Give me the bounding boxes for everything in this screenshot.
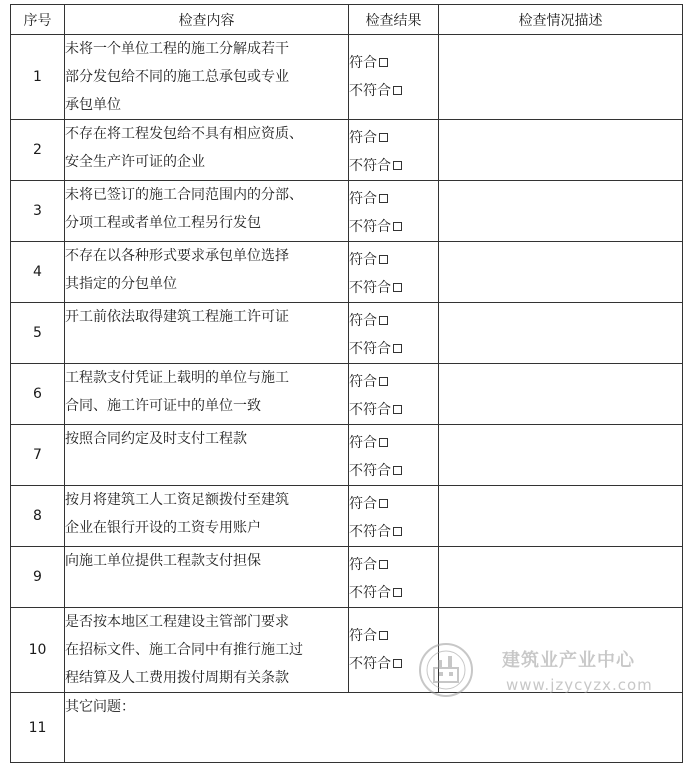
check-content <box>65 181 349 242</box>
option-conform[interactable] <box>349 368 438 396</box>
checkbox-icon[interactable] <box>379 316 388 325</box>
check-result <box>349 120 439 181</box>
table-row <box>11 181 683 242</box>
content-line: 按照合同约定及时支付工程款 <box>65 431 247 447</box>
result-options <box>349 364 438 424</box>
checkbox-icon[interactable] <box>379 133 388 142</box>
header-content: 检查内容 <box>65 5 349 35</box>
option-conform-label: 符合 <box>349 496 377 512</box>
option-conform[interactable] <box>349 185 438 213</box>
option-conform[interactable] <box>349 622 438 650</box>
content-line: 向施工单位提供工程款支付担保 <box>65 553 261 569</box>
result-options <box>349 303 438 363</box>
checkbox-icon[interactable] <box>379 560 388 569</box>
watermark-url: www.jzycyzx.com <box>506 676 653 694</box>
description-cell[interactable] <box>439 364 683 425</box>
option-nonconform[interactable] <box>349 213 438 241</box>
option-conform[interactable] <box>349 429 438 457</box>
check-result <box>349 35 439 120</box>
checkbox-icon[interactable] <box>393 222 402 231</box>
option-conform-label: 符合 <box>349 557 377 573</box>
option-nonconform[interactable] <box>349 274 438 302</box>
table-row <box>11 425 683 486</box>
check-result <box>349 547 439 608</box>
checkbox-icon[interactable] <box>393 659 402 668</box>
option-conform-label: 符合 <box>349 313 377 329</box>
result-options <box>349 242 438 302</box>
checkbox-icon[interactable] <box>393 466 402 475</box>
row-number: 7 <box>11 425 65 486</box>
row-number: 4 <box>11 242 65 303</box>
option-nonconform-label: 不符合 <box>349 463 391 479</box>
check-content <box>65 120 349 181</box>
row-number: 8 <box>11 486 65 547</box>
inspection-table <box>10 4 683 763</box>
check-content <box>65 242 349 303</box>
check-result <box>349 364 439 425</box>
content-line: 合同、施工许可证中的单位一致 <box>65 398 261 414</box>
table-row <box>11 35 683 120</box>
check-content <box>65 425 349 486</box>
header-no: 序号 <box>11 5 65 35</box>
option-conform[interactable] <box>349 124 438 152</box>
content-line: 其指定的分包单位 <box>65 276 177 292</box>
content-line: 是否按本地区工程建设主管部门要求 <box>65 614 289 630</box>
option-nonconform[interactable] <box>349 152 438 180</box>
checkbox-icon[interactable] <box>379 631 388 640</box>
row-number: 2 <box>11 120 65 181</box>
table-row <box>11 486 683 547</box>
description-cell[interactable] <box>439 425 683 486</box>
result-options <box>349 486 438 546</box>
check-content <box>65 35 349 120</box>
table-row <box>11 120 683 181</box>
option-nonconform[interactable] <box>349 518 438 546</box>
other-issues-label: 其它问题： <box>65 699 135 715</box>
description-cell[interactable] <box>439 35 683 120</box>
checkbox-icon[interactable] <box>379 438 388 447</box>
option-nonconform-label: 不符合 <box>349 280 391 296</box>
table-header-row <box>11 5 683 35</box>
content-line: 未将一个单位工程的施工分解成若干 <box>65 41 289 57</box>
result-options <box>349 425 438 485</box>
check-content <box>65 608 349 693</box>
check-result <box>349 181 439 242</box>
row-number: 3 <box>11 181 65 242</box>
option-nonconform[interactable] <box>349 77 438 105</box>
content-line: 不存在将工程发包给不具有相应资质、 <box>65 126 303 142</box>
option-conform-label: 符合 <box>349 55 377 71</box>
check-result <box>349 425 439 486</box>
check-content <box>65 303 349 364</box>
header-result: 检查结果 <box>349 5 439 35</box>
row-number: 1 <box>11 35 65 120</box>
option-conform-label: 符合 <box>349 374 377 390</box>
checkbox-icon[interactable] <box>379 255 388 264</box>
check-content <box>65 486 349 547</box>
result-options <box>349 120 438 180</box>
option-nonconform-label: 不符合 <box>349 83 391 99</box>
checkbox-icon[interactable] <box>393 405 402 414</box>
option-conform[interactable] <box>349 246 438 274</box>
table-row <box>11 303 683 364</box>
option-conform-label: 符合 <box>349 435 377 451</box>
content-line: 程结算及人工费用拨付周期有关条款 <box>65 670 289 686</box>
description-cell[interactable] <box>439 303 683 364</box>
content-line: 承包单位 <box>65 97 121 113</box>
description-cell[interactable] <box>439 242 683 303</box>
other-issues-cell[interactable] <box>65 693 683 763</box>
check-content <box>65 547 349 608</box>
checkbox-icon[interactable] <box>393 527 402 536</box>
content-line: 按月将建筑工人工资足额拨付至建筑 <box>65 492 289 508</box>
check-result <box>349 303 439 364</box>
description-cell[interactable] <box>439 120 683 181</box>
option-nonconform[interactable] <box>349 579 438 607</box>
option-conform[interactable] <box>349 490 438 518</box>
checkbox-icon[interactable] <box>379 58 388 67</box>
option-nonconform-label: 不符合 <box>349 158 391 174</box>
check-result <box>349 242 439 303</box>
row-number: 6 <box>11 364 65 425</box>
option-nonconform-label: 不符合 <box>349 341 391 357</box>
table-row <box>11 693 683 763</box>
result-options <box>349 181 438 241</box>
content-line: 企业在银行开设的工资专用账户 <box>65 520 261 536</box>
table-row <box>11 242 683 303</box>
option-nonconform-label: 不符合 <box>349 524 391 540</box>
option-nonconform[interactable] <box>349 650 438 678</box>
checkbox-icon[interactable] <box>379 194 388 203</box>
content-line: 不存在以各种形式要求承包单位选择 <box>65 248 289 264</box>
option-nonconform-label: 不符合 <box>349 402 391 418</box>
content-line: 未将已签订的施工合同范围内的分部、 <box>65 187 303 203</box>
option-conform[interactable] <box>349 49 438 77</box>
description-cell[interactable] <box>439 486 683 547</box>
checkbox-icon[interactable] <box>379 377 388 386</box>
content-line: 工程款支付凭证上载明的单位与施工 <box>65 370 289 386</box>
result-options <box>349 49 438 105</box>
checkbox-icon[interactable] <box>379 499 388 508</box>
row-number: 10 <box>11 608 65 693</box>
checkbox-icon[interactable] <box>393 86 402 95</box>
row-number: 9 <box>11 547 65 608</box>
content-line: 分项工程或者单位工程另行发包 <box>65 215 261 231</box>
check-content <box>65 364 349 425</box>
option-nonconform-label: 不符合 <box>349 656 391 672</box>
table-row <box>11 547 683 608</box>
option-nonconform-label: 不符合 <box>349 585 391 601</box>
result-options <box>349 622 438 678</box>
watermark-title: 建筑业产业中心 <box>502 650 635 671</box>
description-cell[interactable] <box>439 608 683 693</box>
checkbox-icon[interactable] <box>393 161 402 170</box>
content-line: 在招标文件、施工合同中有推行施工过 <box>65 642 303 658</box>
option-conform-label: 符合 <box>349 252 377 268</box>
option-conform-label: 符合 <box>349 191 377 207</box>
result-options <box>349 547 438 607</box>
description-cell[interactable] <box>439 181 683 242</box>
table-row <box>11 608 683 693</box>
option-conform[interactable] <box>349 551 438 579</box>
option-nonconform[interactable] <box>349 457 438 485</box>
checkbox-icon[interactable] <box>393 588 402 597</box>
checkbox-icon[interactable] <box>393 283 402 292</box>
table-row <box>11 364 683 425</box>
option-nonconform[interactable] <box>349 396 438 424</box>
check-result <box>349 608 439 693</box>
content-line: 安全生产许可证的企业 <box>65 154 205 170</box>
checkbox-icon[interactable] <box>393 344 402 353</box>
header-description: 检查情况描述 <box>439 5 683 35</box>
row-number: 5 <box>11 303 65 364</box>
option-nonconform-label: 不符合 <box>349 219 391 235</box>
option-conform[interactable] <box>349 307 438 335</box>
option-conform-label: 符合 <box>349 130 377 146</box>
description-cell[interactable] <box>439 547 683 608</box>
option-conform-label: 符合 <box>349 628 377 644</box>
content-line: 部分发包给不同的施工总承包或专业 <box>65 69 289 85</box>
content-line: 开工前依法取得建筑工程施工许可证 <box>65 309 289 325</box>
option-nonconform[interactable] <box>349 335 438 363</box>
check-result <box>349 486 439 547</box>
row-number: 11 <box>11 693 65 763</box>
